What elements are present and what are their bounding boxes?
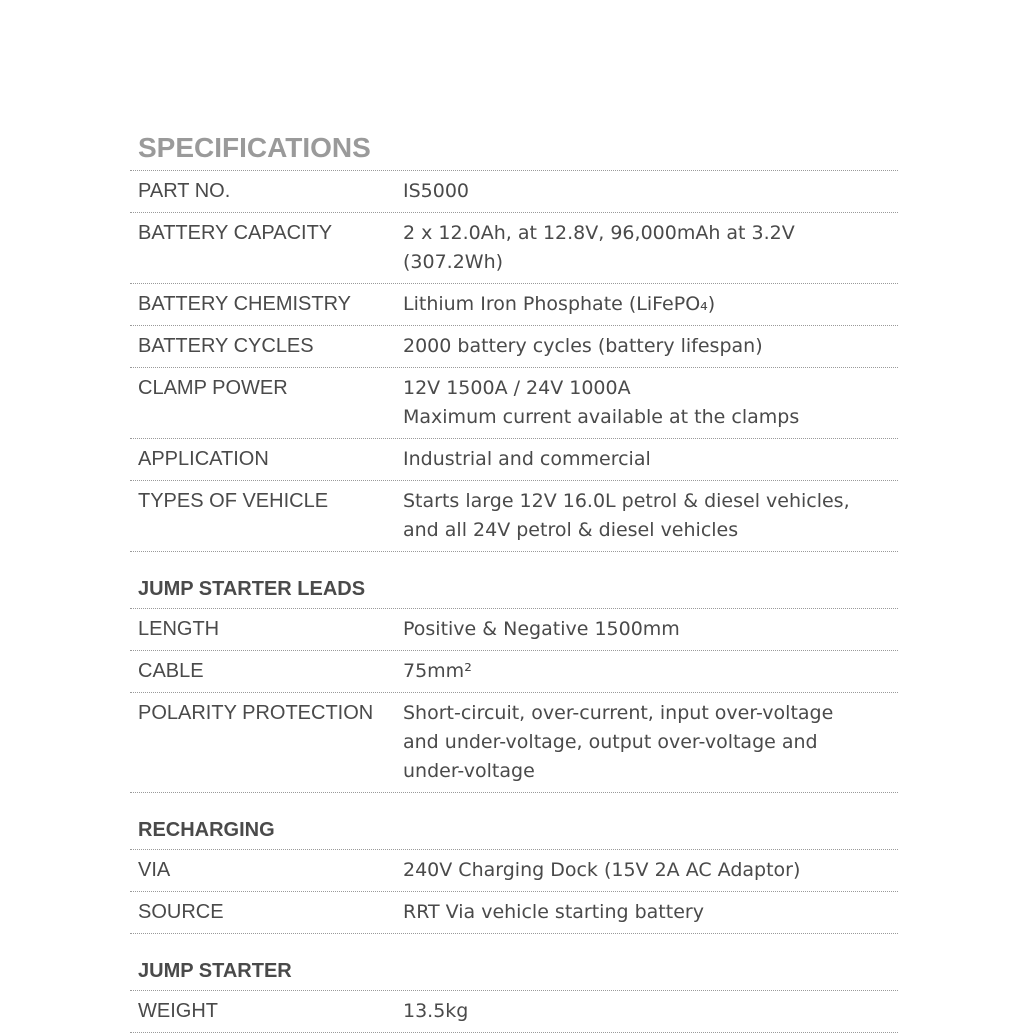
spec-row xyxy=(130,850,898,892)
spec-label: LENGTH xyxy=(138,618,220,640)
spec-label: CLAMP POWER xyxy=(138,377,288,399)
spec-row xyxy=(130,368,898,439)
spec-row xyxy=(130,892,898,934)
spec-row xyxy=(130,991,898,1033)
spec-label: CABLE xyxy=(138,660,204,682)
spec-row xyxy=(130,213,898,284)
specifications-title: SPECIFICATIONS xyxy=(130,128,898,171)
spec-label: BATTERY CAPACITY xyxy=(138,222,333,244)
spec-value: 2 x 12.0Ah, at 12.8V, 96,000mAh at 3.2V (307.2Wh) xyxy=(403,222,795,273)
spec-label: WEIGHT xyxy=(138,1000,218,1022)
spec-label: POLARITY PROTECTION xyxy=(138,702,374,724)
spec-row xyxy=(130,284,898,326)
spec-row xyxy=(130,693,898,793)
spec-label: SOURCE xyxy=(138,901,224,923)
spec-row xyxy=(130,326,898,368)
spec-value: 2000 battery cycles (battery lifespan) xyxy=(403,335,763,357)
spec-label: VIA xyxy=(138,859,171,881)
spec-row xyxy=(130,439,898,481)
spec-value: IS5000 xyxy=(403,180,470,202)
spec-value: Short-circuit, over-current, input over-voltage and under-voltage, output over-voltage and under-voltage xyxy=(403,702,834,782)
spec-label: BATTERY CHEMISTRY xyxy=(138,293,352,315)
section-heading-jump-starter: JUMP STARTER xyxy=(130,934,898,991)
section-heading-leads: JUMP STARTER LEADS xyxy=(130,552,898,609)
spec-value: Positive & Negative 1500mm xyxy=(403,618,680,640)
spec-value: Starts large 12V 16.0L petrol & diesel vehicles, and all 24V petrol & diesel vehicles xyxy=(403,490,850,541)
spec-value: 12V 1500A / 24V 1000A Maximum current available at the clamps xyxy=(403,377,800,428)
spec-row xyxy=(130,481,898,552)
spec-row xyxy=(130,609,898,651)
spec-row xyxy=(130,651,898,693)
spec-value: RRT Via vehicle starting battery xyxy=(403,901,704,923)
spec-value: 240V Charging Dock (15V 2A AC Adaptor) xyxy=(403,859,801,881)
spec-row xyxy=(130,171,898,213)
spec-label: APPLICATION xyxy=(138,448,269,470)
spec-label: PART NO. xyxy=(138,180,231,202)
spec-label: TYPES OF VEHICLE xyxy=(138,490,329,512)
specifications-table xyxy=(130,128,898,1033)
spec-label: BATTERY CYCLES xyxy=(138,335,314,357)
spec-value: 75mm² xyxy=(403,660,472,682)
spec-value: 13.5kg xyxy=(403,1000,469,1022)
spec-value: Lithium Iron Phosphate (LiFePO₄) xyxy=(403,293,716,315)
section-heading-recharging: RECHARGING xyxy=(130,793,898,850)
spec-value: Industrial and commercial xyxy=(403,448,651,470)
